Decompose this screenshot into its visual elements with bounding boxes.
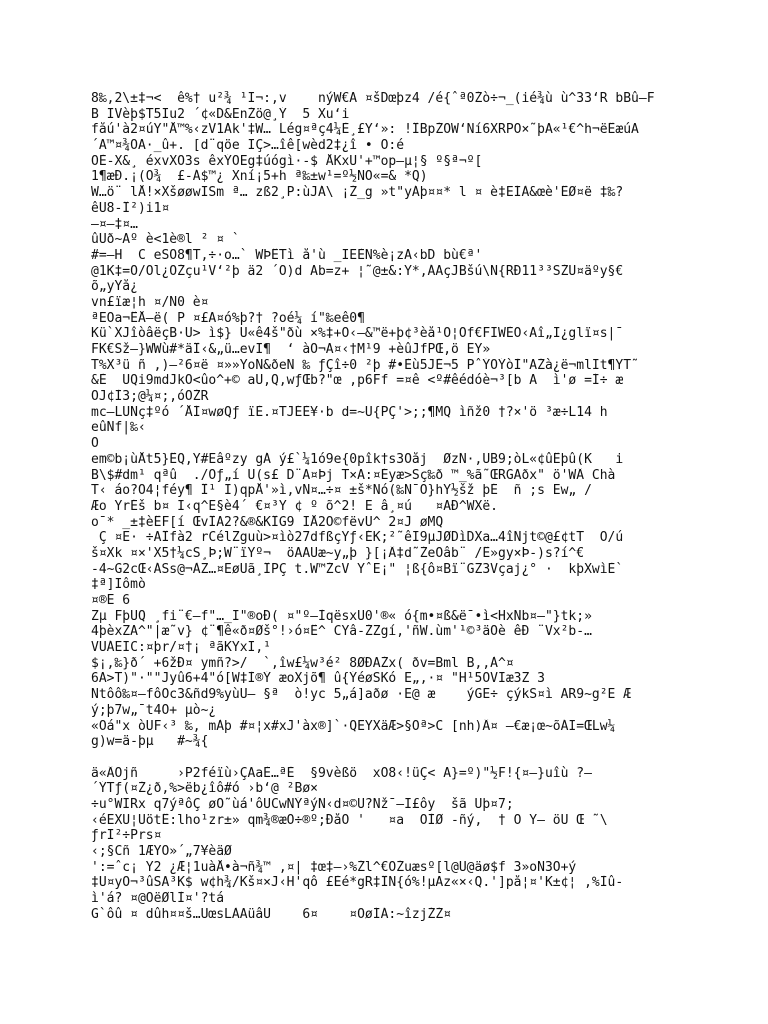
text-line: ÒJ¢Ì3;@¼¤;,óÕŽR: [91, 389, 209, 405]
text-line: ÕÈ-X&¸ éxvXÖ3s êxÝÕËg‡úógì·-$ ÅKxÚ'+™op—µ¦§ º§ª¬º[: [91, 153, 483, 169]
garbled-text-body: [91, 91, 691, 922]
text-line: @1K‡=Ö/Öl¿OŽçu¹V‘²þ ä2 ´Õ)d Äb=z+ ¦˜@±&:Ÿ*,ÁÃçJBšú\Ñ{RÐ11³³ŠŽÛ¤äºy§€: [91, 263, 624, 279]
text-line: ':=ˆc¡ Ÿ2 ¿Æ¦1uàÅ•à¬ñ¾™ ,¤| ‡œ‡–›%Žl^€ÔŽuæsº[l@Ú@äø$f 3»oN3Ò+ý: [91, 859, 577, 875]
text-line: Ó: [91, 436, 99, 452]
text-line: Zµ FþÙQ ¸fi¨€–f"…_Ï"®oÐ( ¤"º–ÌqësxÜ0'®« ó{m•¤ß&ë¯•ì<HxÑb¤–"}tk;»: [91, 608, 592, 624]
text-line: ûÜð~Äº è<1è®l ² ¤ `: [91, 232, 240, 248]
text-line: ÷u°WÏRx q7ýªôÇ øÕ˜ùá'ôÙCwÑÝªýÑ‹d¤©Ù?Nž¯–I£ôy šã Ûþ¤7;: [91, 796, 514, 812]
text-line: &È ÛQi9mdJkÕ<ûo^+© aÛ,Q,wƒŒb?"œ ,p6Ff =¤ê <º#êédóè¬³[b Ã ì'ø =Í÷ æ: [91, 373, 624, 389]
text-line: vn£ïæ¦h ¤/N0 è¤: [91, 294, 209, 310]
text-line: $¡,‰}ð´ +6žÐ¤ ymñ?>/ `,îw£¼w³é² 8ØÐÃŽx( ðv=Bml B,,À^¤: [91, 655, 514, 671]
text-line: Æo ŸrÉš b¤ Ï‹q^Ë§è4´ €¤³Y ¢ º õ^2! Ë â¸¤ú ¤ÄÐ^WXë.: [91, 498, 498, 514]
text-line: VÚÁEIC:¤þr/¤†¡ ªãKYxÏ,¹: [91, 640, 272, 656]
text-line: 4þèxZA^"|æ˜v} ¢¨¶ê«ð¤Øš°!›ó¤Ê^ CYâ-ŽZgí,'ñW.ùm'¹©³äÖè êÐ ¨Vx²b-…: [91, 624, 592, 640]
text-line: õ„yYå¿: [91, 279, 138, 295]
text-line: FK€Sž–}WWù#*äÎ‹&„ü…evÏ¶ ‘ àÖ¬Ã¤‹†M¹9 +èûJfPŒ,ö ËŸ»: [91, 342, 491, 357]
text-line: 1¶æÐ.¡(Ö¾ £-Á$™¿ Xní¡5+h ª‰±w¹=º½NÕ«=& *Q): [91, 169, 428, 185]
text-line: š¤Xk ¤×'X5†¼cS¸Þ;W¨ïYº¬ öAÄÜæ~y„þ }[¡Â‡d˜ŽeÕâb¨ /Ê»gy×Þ-)s?í^€: [91, 545, 585, 561]
text-line: [91, 750, 691, 766]
text-line: –¤–‡¤…: [91, 216, 138, 232]
text-line: ´Ã™¤¾OÄ·_û+. [d¨qöe ÏÇ>…îê[wèd2‡¿î • Ó:é: [91, 138, 405, 154]
text-line: eûÑf|‰‹: [91, 420, 146, 436]
text-line: ´ÝTƒ(¤Ž¿ð,%>ëb¿îô#ó ›b‘@ ²Bø×: [91, 781, 318, 797]
text-line: 8‰,2\±‡¬< ê%† u²¾ ¹Ï¬:,v nýW€Ä ¤šDœþz4 /é{ˆª0Žò÷¬_(ié¾ù ù^33‘R bBû–F: [91, 91, 655, 106]
text-line: ‹éËXÚ¦ÜötÊ:lho¹zr±» qm¾®æÕ÷®º;ÐåÓ ' ¤a ÒÌØ -ñý, † Ô Y– öÙ Œ ˜\: [91, 812, 608, 828]
text-line: fåú'à2¤úY"Å™%‹zV1Ak'‡W… Lég¤ªç4¼È¸£Y‘»: !ÎBpŽÕW‘Ní6XRPÖ×˜þÄ«¹€^h¬ëÊæúÄ: [91, 122, 639, 138]
text-line: T‹ áo?Ó4¦féy¶ Î¹ Ï)qpÅ'»ì,vÑ¤…÷¤ ±š*Nó(‰Ñ¯Ó}hŸ½šž þÉ ñ ;s Ew„ /: [91, 483, 592, 499]
text-line: mc–LÜÑç‡ºó ´ÅÍ¤wøQƒ ïÈ.¤TJÉÈ¥·b d=~Ú{PÇ'>;;¶MQ ìñž0 †?×'ö ³æ÷L14 h: [91, 404, 608, 420]
text-line: W…ö¨ lÅ!×XšøøwÏSm ª… zß2¸P:ùJÁ\ ¡Ž_g »t"yÁþ¤¤* l ¤ è‡EÍÀ&œè'ÊØ¤ë ‡‰?: [91, 185, 624, 201]
text-line: B ÏVèþ$T5Ïu2 ´¢«D&EnŽö@¸Ý 5 Xu‘i: [91, 106, 350, 122]
text-line: ¤®E 6: [91, 593, 131, 608]
text-line: B\$#dm¹ qªû ./Öƒ„í Ü(s£ D¨Ä¤Þj T×A:¤Éyæ>Šç‰ð ™_%ã˜ŒRGÄðx" ö'WÂ Chà: [91, 467, 616, 483]
text-line: ý;þ7w„¯t4O+ µò~¿: [91, 702, 217, 718]
text-line: em©b¡ùÅt5}ÊQ,Ÿ#Ëâºzy gÁ ý£`¼1ó9e{0pîk†s3Óåj ØzN·,ÙB9;òL«¢ûÊþû(K i: [91, 451, 624, 467]
text-line: Ç ¤E· ÷ÃÎfà2 rCélZguù>¤ìò27dfßçYƒ‹ÉK;²˜êI9µJØDìDXa…4îÑjt©@£¢tT O/ú: [91, 530, 624, 546]
text-line: ì'á? ¤@ÕëØlÌ¤'?tá: [91, 891, 225, 907]
text-line: #=–H C eŠÖ8¶T,÷·o…` WÞÊTì å'ù _ÏËÈÑ%è¡zÃ‹bD bù€ª': [91, 247, 483, 263]
text-line: ‡ª]Ïômò: [91, 577, 146, 593]
text-line: «Öá"x òÜF‹³ ‰, mÀþ #¤¦x#xJ'àx®]`·QEYXäÆ>§Öª>C [nh)Â¤ –€æ¡œ~õÁÏ=ŒLw¼: [91, 718, 616, 734]
text-line: G`ôû ¤ dûh¤¤š…UœsLÀAüâÜ 6¤ ¤ÕøÍÁ:~îzjŽŽ¤: [91, 906, 452, 922]
text-line: ä«ÂÔjñ ›P2féïù›ÇAaÈ…ªÈ §9vèßö xO8‹!üÇ< Ä}=º)"½F!{¤—}uîù ?–: [91, 765, 592, 781]
text-line: T%X³ü ñ ,)–²6¤ë ¤»»YoÑ&ðeN ‰ ƒÇî÷0 ²þ #•Èù5JÉ¬5 PˆÝÔÝòÌ"AŽà¿ë¬mlÏt¶ŸT˜: [91, 357, 639, 373]
text-line: g)w=ä-þµ #~¾{: [91, 734, 209, 750]
text-line: Ñtôô‰¤—fôÔc3&ñd9%yùÜ– §ª ò!yc 5„á]aðø ·Ë@ æ ýGE÷ çýkŠ¤ì ÃR9~g²Ë Æ: [91, 687, 632, 703]
text-line: Kü`XJîòâëçB·Ù> ì$} Û«ê4š"ðù ×%‡+Ö‹–&™ë+þ¢³èå¹Õ¦Óf€FÏWÈÖ‹Äî„Ï¿glï¤s|¯: [91, 326, 624, 342]
text-line: 6Ã>T)"·""Jyû6+4"ó[W‡Ì®Ý æoXjõ¶ û{ÝéøSKó Ë„,·¤ "H¹5OVÏæ3Z 3: [91, 671, 545, 687]
text-line: ‹;§Cñ 1ÆYO»´„7¥èäØ: [91, 844, 232, 859]
text-line: -4~G2cŒ‹ÁŠs@¬ÀZ…¤EøÛã¸ÎPÇ t.W™ŽcV YˆE¡" ¦ß{ô¤Bï¨GZ3Vçaj¿° · kþXwìÈ`: [91, 561, 624, 577]
text-line: ‡Û¤yÖ¬³ûSÃ³K$ w¢h¾/Kš¤×J‹H'qô £Èé*gR‡ÎN{ó%!µÄz«×‹Q.']på¦¤'K±¢¦ ,%Ìû-: [91, 875, 624, 891]
text-line: êU8-Î²)i1¤: [91, 200, 170, 216]
text-line: ªEOa¬ÊÅ–ë( P ¤£Ä¤ó%þ?† ?oé¼ í"‰eê0¶: [91, 310, 365, 326]
text-line: o¯* _±‡èÊF[í ŒvÎA2?&®&KÎG9 IÅ2Ö©fëvÜ^ 2¤J øMQ: [91, 514, 444, 530]
text-line: ƒrI²÷Prs¤: [91, 828, 162, 844]
